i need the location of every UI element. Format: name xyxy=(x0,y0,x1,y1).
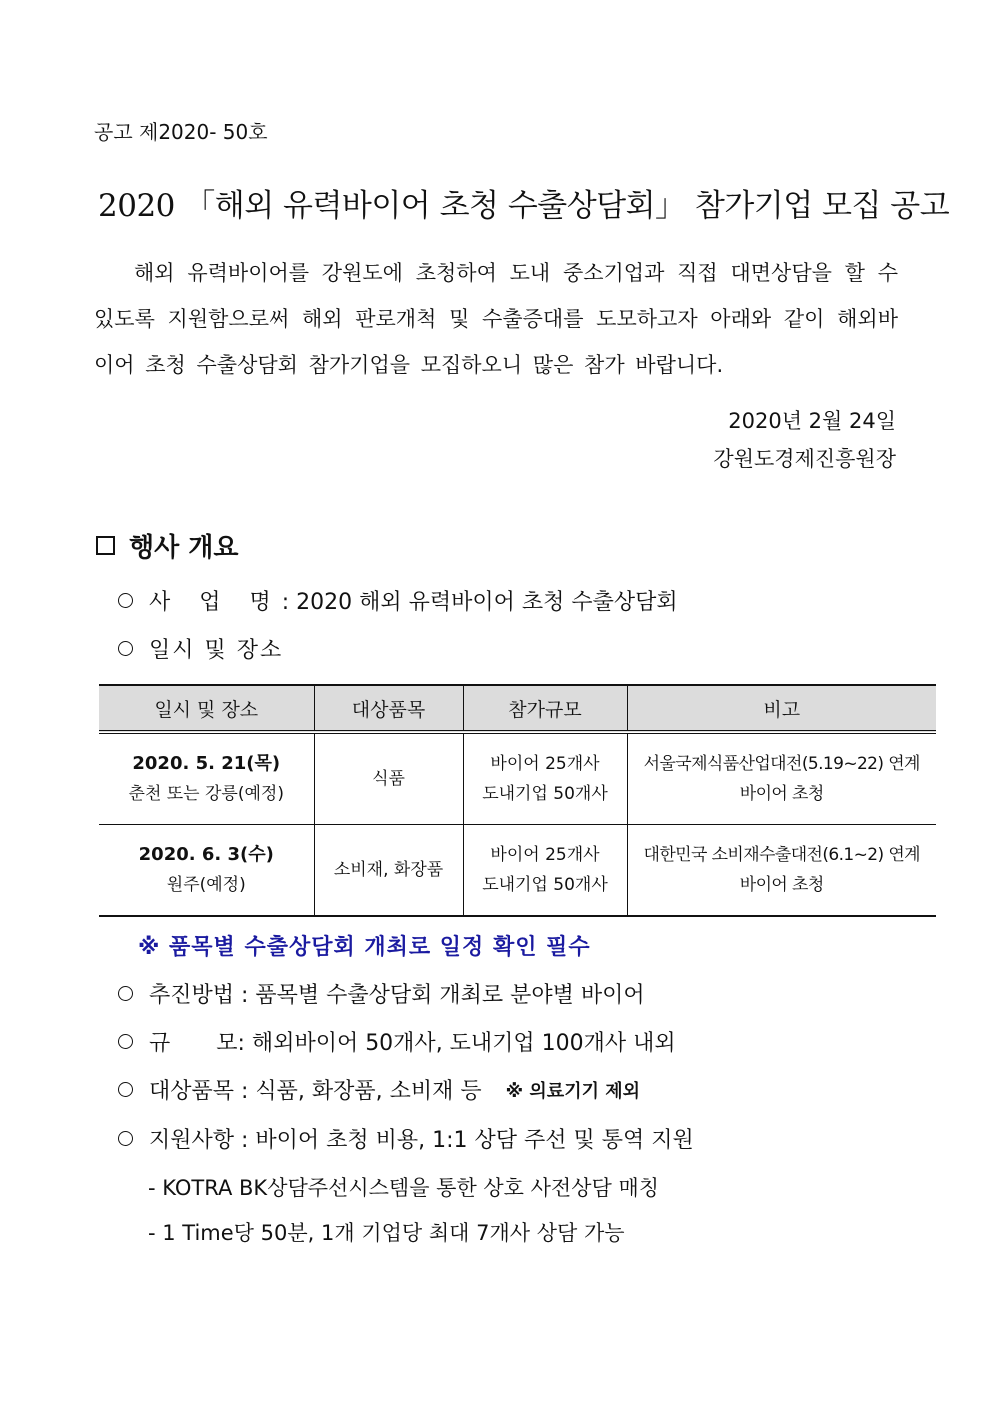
circle-bullet-icon xyxy=(118,593,133,608)
circle-bullet-icon xyxy=(118,1131,133,1146)
intro-paragraph: 해외 유력바이어를 강원도에 초청하여 도내 중소기업과 직접 대면상담을 할 수 있도록 지원함으로써 해외 판로개척 및 수출증대를 도모하고자 아래와 같이 해외바이어 초청 수출상담회 참가기업을 모집하오니 많은 참가 바랍니다. xyxy=(94,261,898,377)
notice-number: 공고 제2020- 50호 xyxy=(94,120,268,144)
square-icon xyxy=(96,536,115,555)
method-text: 추진방법 : 품목별 수출상담회 개최로 분야별 바이어 xyxy=(149,983,645,1008)
cell-note xyxy=(627,732,936,825)
circle-bullet-icon xyxy=(118,1082,133,1097)
circle-bullet-icon xyxy=(118,641,133,656)
business-name-value: : 2020 해외 유력바이어 초청 수출상담회 xyxy=(281,590,678,615)
note-line: 바이어 초청 xyxy=(739,784,824,804)
table-row xyxy=(99,732,936,825)
scale-label: 모 xyxy=(216,1031,238,1056)
scale-buyers: 바이어 25개사 xyxy=(490,754,600,774)
event-table xyxy=(99,684,936,917)
scale-buyers: 바이어 25개사 xyxy=(490,845,600,865)
target-note: ※ 의료기기 제외 xyxy=(505,1080,641,1102)
cell-scale xyxy=(463,825,627,917)
schedule-label: 일시 및 장소 xyxy=(149,638,284,663)
cell-items: 소비재, 화장품 xyxy=(314,825,463,917)
bullet-method xyxy=(118,978,645,1009)
event-date: 2020. 5. 21(목) xyxy=(132,753,281,774)
table-header: 대상품목 xyxy=(314,685,463,732)
event-place: 춘천 또는 강릉(예정) xyxy=(128,784,284,804)
bullet-business-name xyxy=(118,585,678,616)
note-line: 서울국제식품산업대전(5.19~22) 연계 xyxy=(643,754,920,774)
cell-note xyxy=(627,825,936,917)
circle-bullet-icon xyxy=(118,1034,133,1049)
cell-scale xyxy=(463,732,627,825)
bullet-support xyxy=(118,1123,694,1154)
notice-date: 2020년 2월 24일 xyxy=(728,409,896,433)
table-header-row xyxy=(99,685,936,732)
scale-label: 규 xyxy=(149,1031,171,1056)
table-header: 비고 xyxy=(627,685,936,732)
scale-value: : 해외바이어 50개사, 도내기업 100개사 내외 xyxy=(237,1031,676,1056)
event-date: 2020. 6. 3(수) xyxy=(138,844,274,865)
issuer: 강원도경제진흥원장 xyxy=(713,447,896,471)
cell-date-place xyxy=(99,732,314,825)
section-heading-text: 행사 개요 xyxy=(129,533,239,563)
scale-companies: 도내기업 50개사 xyxy=(482,875,608,895)
cell-date-place xyxy=(99,825,314,917)
schedule-notice: ※ 품목별 수출상담회 개최로 일정 확인 필수 xyxy=(138,935,591,960)
page-title: 2020 「해외 유력바이어 초청 수출상담회」 참가기업 모집 공고 xyxy=(98,188,950,224)
note-line: 바이어 초청 xyxy=(739,875,824,895)
sub-item: - 1 Time당 50분, 1개 기업당 최대 7개사 상담 가능 xyxy=(148,1221,625,1245)
table-header: 일시 및 장소 xyxy=(99,685,314,732)
sub-item: - KOTRA BK상담주선시스템을 통한 상호 사전상담 매칭 xyxy=(148,1176,660,1200)
bullet-target xyxy=(118,1074,640,1105)
business-name-label: 사 업 명 xyxy=(149,590,282,615)
cell-items: 식품 xyxy=(314,732,463,825)
bullet-schedule xyxy=(118,633,283,664)
support-text: 지원사항 : 바이어 초청 비용, 1:1 상담 주선 및 통역 지원 xyxy=(149,1128,694,1153)
section-heading xyxy=(96,527,239,564)
event-place: 원주(예정) xyxy=(166,875,246,895)
scale-companies: 도내기업 50개사 xyxy=(482,784,608,804)
note-line: 대한민국 소비재수출대전(6.1~2) 연계 xyxy=(643,845,920,865)
target-text: 대상품목 : 식품, 화장품, 소비재 등 xyxy=(149,1079,482,1104)
circle-bullet-icon xyxy=(118,986,133,1001)
bullet-scale xyxy=(118,1026,676,1057)
table-row xyxy=(99,825,936,917)
table-header: 참가규모 xyxy=(463,685,627,732)
